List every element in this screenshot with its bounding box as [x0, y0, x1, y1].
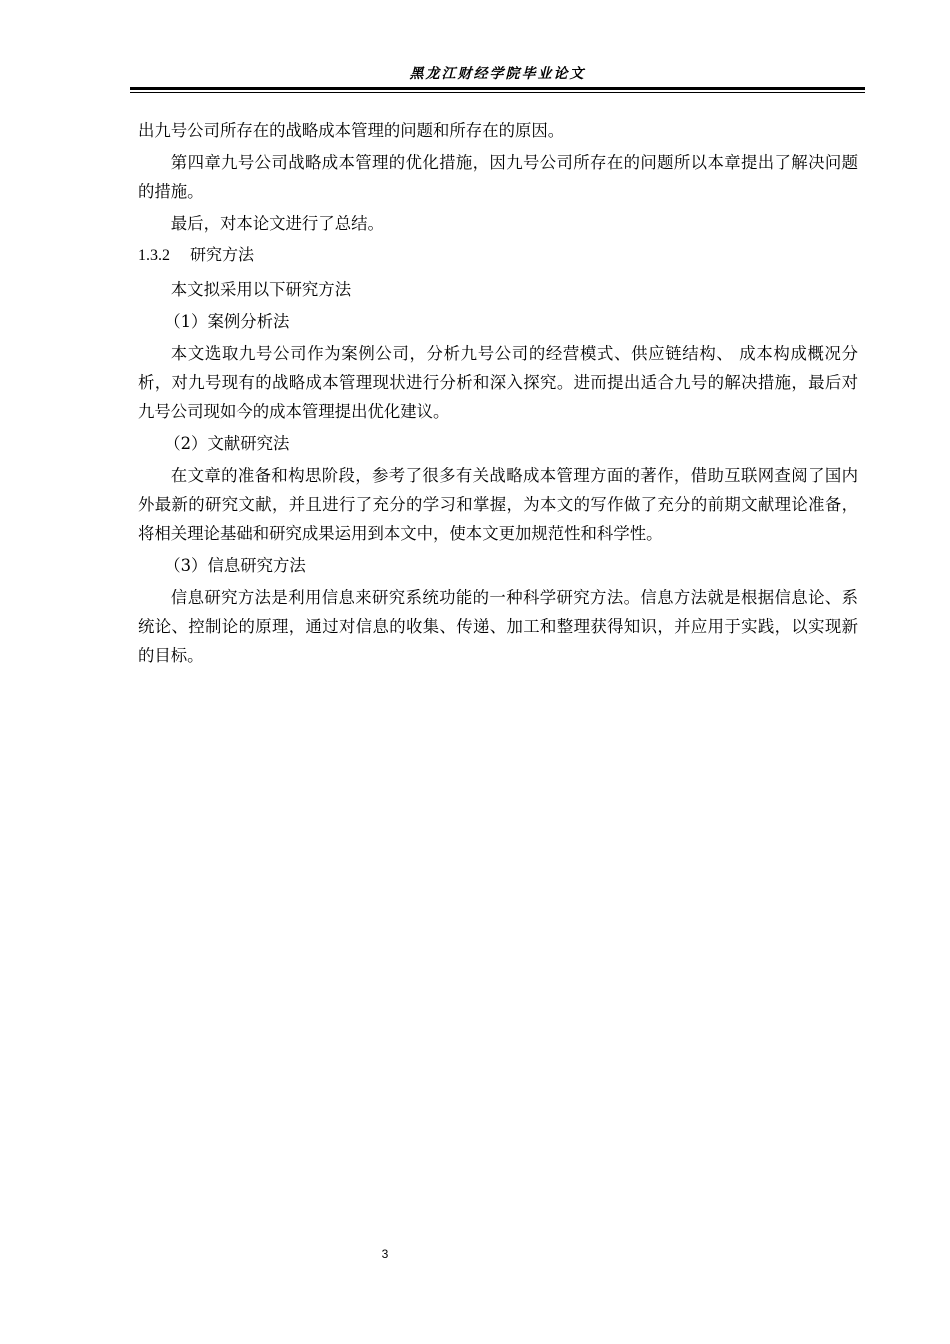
method-label-information-research: （3）信息研究方法	[164, 556, 306, 575]
paragraph-literature-research: 在文章的准备和构思阶段，参考了很多有关战略成本管理方面的著作，借助互联网查阅了国内外最新的研究文献，并且进行了充分的学习和掌握，为本文的写作做了充分的前期文献理论准备，将相关理论基础和研究成果运用到本文中，使本文更加规范性和科学性。	[138, 466, 858, 543]
section-number: 1.3.2	[138, 247, 170, 264]
section-title: 研究方法	[190, 245, 255, 264]
body-text	[138, 116, 858, 673]
paragraph-case-analysis: 本文选取九号公司作为案例公司，分析九号公司的经营模式、供应链结构、 成本构成概况分析，对九号现有的战略成本管理现状进行分析和深入探究。进而提出适合九号的解决措施，最后对九号公司现如今的成本管理提出优化建议。	[138, 344, 858, 421]
page-number: 3	[381, 1247, 389, 1261]
paragraph-information-research: 信息研究方法是利用信息来研究系统功能的一种科学研究方法。信息方法就是根据信息论、系统论、控制论的原理，通过对信息的收集、传递、加工和整理获得知识，并应用于实践，以实现新的目标。	[138, 588, 858, 665]
paragraph-methods-intro: 本文拟采用以下研究方法	[170, 280, 352, 299]
method-label-literature-research: （2）文献研究法	[164, 434, 290, 453]
paragraph-continuation: 出九号公司所存在的战略成本管理的问题和所存在的原因。	[138, 121, 565, 140]
paragraph-conclusion: 最后，对本论文进行了总结。	[170, 214, 384, 233]
paragraph-chapter-four: 第四章九号公司战略成本管理的优化措施，因九号公司所存在的问题所以本章提出了解决问题的措施。	[138, 153, 858, 201]
header-rule-thin	[130, 92, 865, 93]
method-label-case-analysis: （1）案例分析法	[164, 312, 290, 331]
page-header-title: 黑龙江财经学院毕业论文	[409, 66, 586, 82]
header-rule-thick	[130, 87, 865, 90]
section-heading	[138, 241, 858, 270]
